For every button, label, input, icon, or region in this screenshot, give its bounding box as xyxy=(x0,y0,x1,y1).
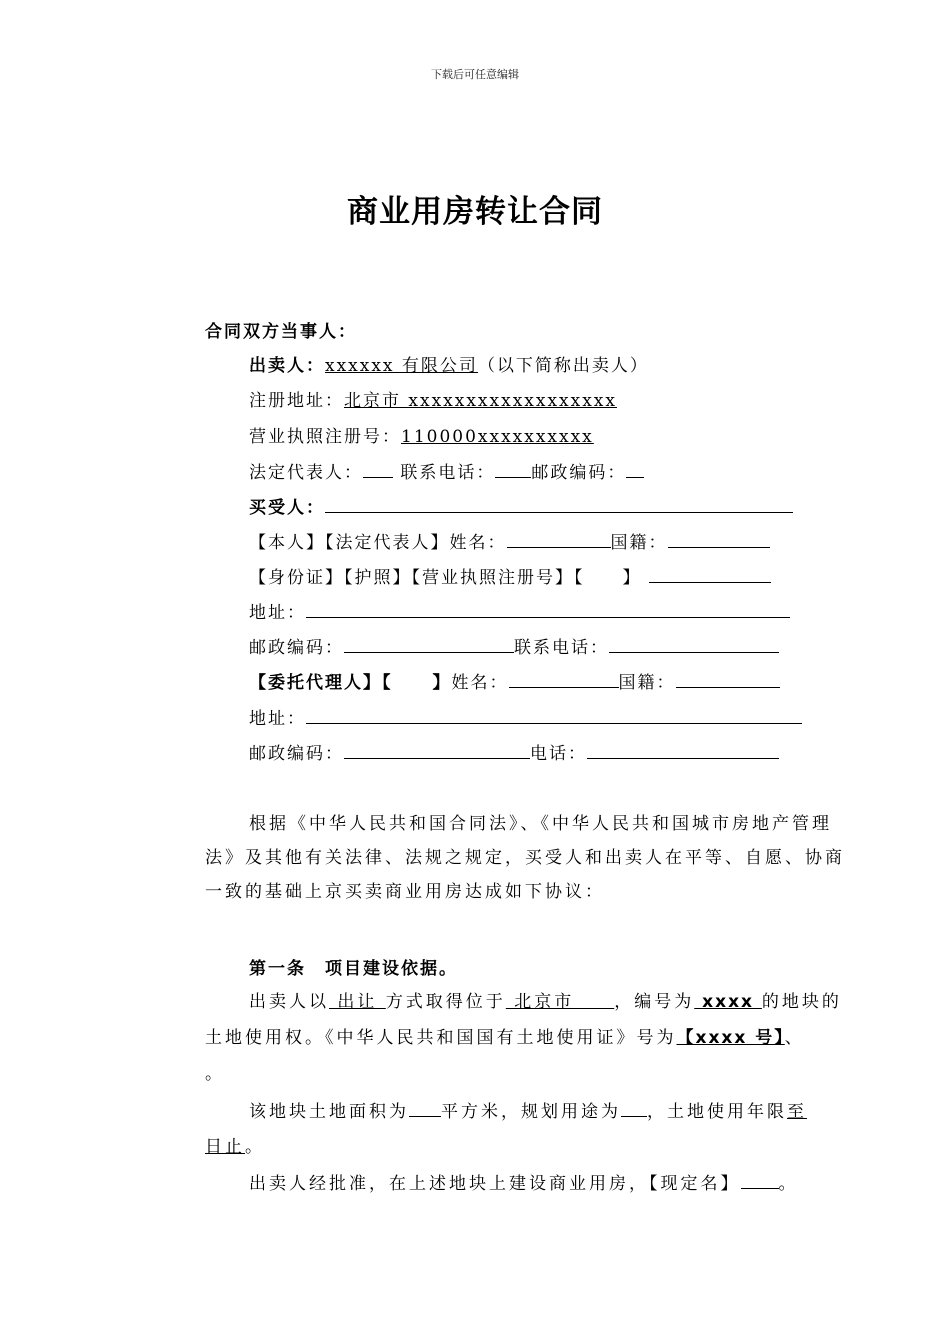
agent-address-line xyxy=(249,707,802,730)
license-value: 110000xxxxxxxxxx xyxy=(401,427,594,447)
phone-blank xyxy=(495,461,531,478)
buyer-address-label: 地址： xyxy=(249,603,306,623)
seller-label: 出卖人： xyxy=(249,356,325,376)
p2-end: 。 xyxy=(245,1137,265,1157)
license-label: 营业执照注册号： xyxy=(249,427,401,447)
buyer-contact-line xyxy=(249,636,779,659)
buyer-blank xyxy=(325,496,793,513)
agent-phone-blank xyxy=(587,742,779,759)
name-blank xyxy=(741,1172,779,1189)
id-type-line xyxy=(249,566,771,589)
buyer-address-line xyxy=(249,601,790,624)
p2-line2-text: 日止 xyxy=(205,1137,245,1157)
legal-rep-label: 法定代表人： xyxy=(249,463,363,483)
buyer-line xyxy=(249,496,793,519)
p2-text-d: 至 xyxy=(787,1102,807,1122)
license-line xyxy=(249,426,594,448)
id-types: 【身份证】【护照】【营业执照注册号】【 xyxy=(249,568,585,588)
article1-p2-line2 xyxy=(205,1136,265,1158)
seller-name: xxxxxx 有限公司 xyxy=(325,356,478,376)
agent-label: 【委托代理人】【 xyxy=(249,673,393,693)
buyer-postcode-blank xyxy=(344,636,514,653)
address-value: 北京市 xxxxxxxxxxxxxxxxxx xyxy=(344,391,617,411)
agent-phone-label: 电话： xyxy=(530,744,587,764)
postcode-label: 邮政编码： xyxy=(531,463,627,483)
buyer-phone-blank xyxy=(609,636,779,653)
buyer-label: 买受人： xyxy=(249,498,325,518)
buyer-phone-label: 联系电话： xyxy=(514,638,609,658)
agent-line xyxy=(249,671,780,694)
article1-p1-line3: 。 xyxy=(205,1064,224,1084)
agent-postcode-blank xyxy=(344,742,530,759)
p3-end: 。 xyxy=(778,1174,799,1194)
parties-heading: 合同双方当事人： xyxy=(205,322,357,342)
usage-blank xyxy=(621,1100,647,1117)
page-header: 下载后可任意编辑 xyxy=(431,68,519,81)
article1-heading: 第一条 项目建设依据。 xyxy=(249,959,458,979)
agent-name-blank xyxy=(509,671,619,688)
buyer-address-blank xyxy=(306,601,790,618)
agent-nationality-label: 国籍： xyxy=(618,673,676,693)
p1-text-c: ，编号为 xyxy=(614,992,695,1012)
agent-postcode-label: 邮政编码： xyxy=(249,744,344,764)
buyer-id-line xyxy=(249,531,770,554)
p1-cert: 【xxxx 号】 xyxy=(676,1028,785,1048)
seller-line xyxy=(249,355,649,377)
p1-line2-text: 土地使用权。《中华人民共和国国有土地使用证》号为 xyxy=(205,1028,677,1048)
buyer-name-blank xyxy=(507,531,611,548)
postcode-blank xyxy=(626,461,644,478)
p2-text-a: 该地块土地面积为 xyxy=(249,1102,409,1122)
buyer-id-prefix: 【本人】【法定代表人】姓名： xyxy=(249,533,507,553)
article1-p3 xyxy=(249,1172,799,1195)
agent-name-label: 姓名： xyxy=(451,673,509,693)
article1-p1-line2 xyxy=(205,1027,805,1049)
nationality-blank xyxy=(668,531,770,548)
agent-close: 】 xyxy=(432,673,452,693)
buyer-postcode-label: 邮政编码： xyxy=(249,638,344,658)
seller-note: （以下简称出卖人） xyxy=(477,356,649,376)
legal-rep-line xyxy=(249,461,644,484)
address-label: 注册地址： xyxy=(249,391,344,411)
p1-text-d: 的地块的 xyxy=(761,992,842,1012)
agent-contact-line xyxy=(249,742,779,765)
agent-address-blank xyxy=(306,707,802,724)
seller-address-line xyxy=(249,390,617,412)
phone-label: 联系电话： xyxy=(400,463,496,483)
article1-p2-line1 xyxy=(249,1100,807,1123)
id-types-close: 】 xyxy=(622,568,642,588)
p1-text-b: 方式取得位于 xyxy=(385,992,506,1012)
preamble-paragraph: 根据《中华人民共和国合同法》、《中华人民共和国城市房地产管理法》及其他有关法律、法规之规定，买受人和出卖人在平等、自愿、协商一致的基础上京买卖商业用房达成如下协议： xyxy=(205,814,845,902)
document-title: 商业用房转让合同 xyxy=(347,194,603,230)
legal-rep-blank xyxy=(363,461,393,478)
article1-p1-line1 xyxy=(249,991,842,1013)
p2-text-b: 平方米，规划用途为 xyxy=(441,1102,621,1122)
nationality-label: 国籍： xyxy=(610,533,668,553)
area-blank xyxy=(409,1100,441,1117)
agent-address-label: 地址： xyxy=(249,709,306,729)
id-number-blank xyxy=(649,566,771,583)
p3-text: 出卖人经批准，在上述地块上建设商业用房，【现定名】 xyxy=(249,1174,741,1194)
agent-nationality-blank xyxy=(676,671,780,688)
p1-code: xxxx xyxy=(694,992,762,1012)
p2-text-c: ，土地使用年限 xyxy=(647,1102,787,1122)
p1-text-a: 出卖人以 xyxy=(249,992,329,1012)
p1-location: 北京市 xyxy=(505,992,615,1012)
p1-line2-end: 、 xyxy=(784,1028,805,1048)
p1-method: 出让 xyxy=(329,992,386,1012)
